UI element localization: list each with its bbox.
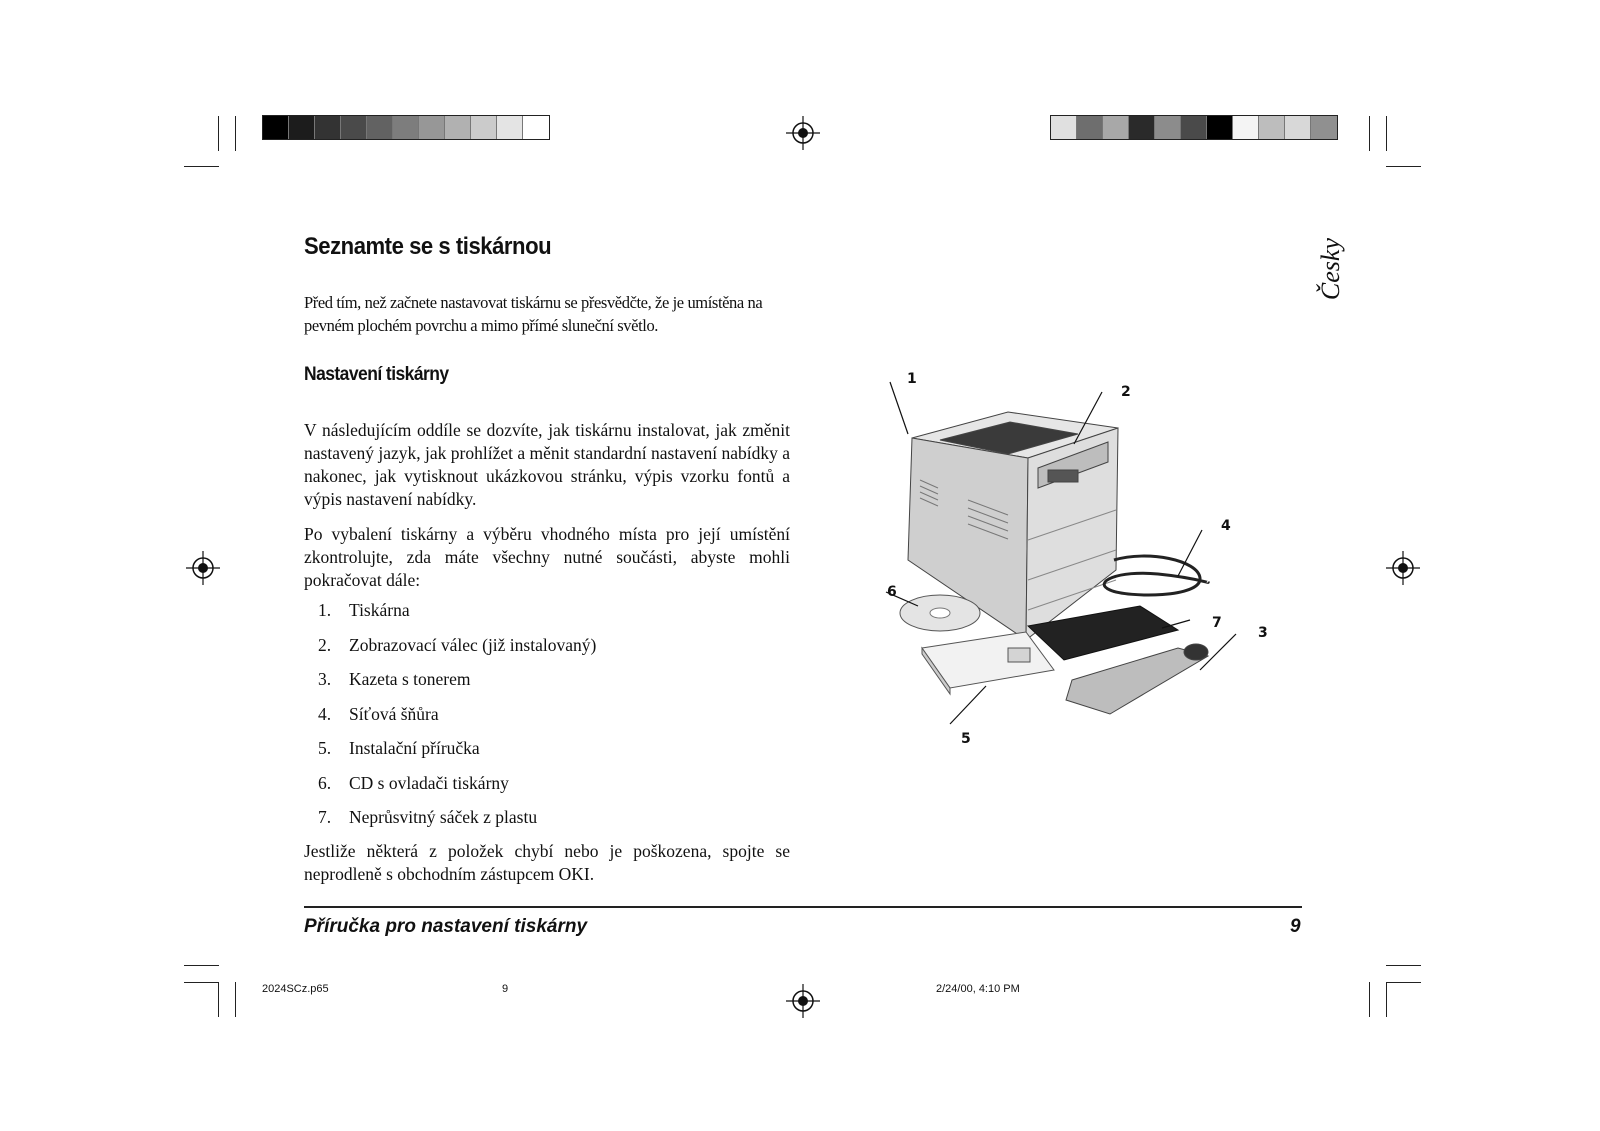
color-swatch — [289, 116, 315, 139]
crop-mark — [235, 982, 236, 1017]
color-swatch — [523, 116, 549, 139]
color-swatch — [419, 116, 445, 139]
callout-1: 1 — [907, 371, 917, 387]
list-item: 5. Instalační příručka — [318, 738, 480, 758]
intro-paragraph: Před tím, než začnete nastavovat tiskárnu se přesvědčte, že je umístěna na pevném plochém povrchu a mimo přímé sluneční světlo. — [304, 293, 763, 335]
color-swatch — [315, 116, 341, 139]
callout-4: 4 — [1221, 518, 1231, 534]
body-paragraph: Jestliže některá z položek chybí nebo je poškozena, spojte se neprodleně s obchodním zástupcem OKI. — [304, 841, 790, 884]
list-item: 4. Síťová šňůra — [318, 703, 439, 724]
list-item: 1. Tiskárna — [318, 600, 410, 620]
crop-mark — [184, 982, 219, 983]
crop-mark — [218, 116, 219, 151]
list-item: 3. Kazeta s tonerem — [318, 669, 471, 689]
toner-cartridge-illustration — [1066, 644, 1208, 714]
footer-title: Příručka pro nastavení tiskárny — [304, 916, 588, 937]
callout-5: 5 — [961, 731, 971, 747]
page-title: Seznamte se s tiskárnou — [304, 233, 552, 260]
manual-illustration — [922, 632, 1054, 694]
callout-6: 6 — [887, 584, 897, 600]
crop-mark — [184, 166, 219, 167]
color-swatch — [341, 116, 367, 139]
body-paragraph: V následujícím oddíle se dozvíte, jak tiskárnu instalovat, jak změnit nastavený jazyk, jak prohlížet a měnit standardní nastavení nabídky a nakonec, jak vytisknout ukázkovou stránku, výpis vzorku fontů a výpis nastavení nabídky. — [304, 420, 790, 509]
color-swatch — [1233, 116, 1259, 139]
list-item: 2. Zobrazovací válec (již instalovaný) — [318, 634, 597, 655]
slug-page: 9 — [502, 983, 509, 995]
language-tab: Česky — [1316, 238, 1345, 301]
power-cord-illustration — [1104, 556, 1208, 595]
color-swatch — [367, 116, 393, 139]
crop-mark — [1386, 166, 1421, 167]
slug-date: 2/24/00, 4:10 PM — [936, 983, 1020, 995]
callout-3: 3 — [1258, 625, 1268, 641]
color-swatch — [497, 116, 523, 139]
color-swatch — [393, 116, 419, 139]
list-item: 6. CD s ovladači tiskárny — [318, 772, 509, 793]
crop-mark — [1386, 116, 1387, 151]
slug-filename: 2024SCz.p65 — [262, 983, 329, 995]
page-number: 9 — [1290, 916, 1301, 937]
grayscale-color-bar-right — [1050, 115, 1338, 140]
color-swatch — [1285, 116, 1311, 139]
callout-2: 2 — [1121, 384, 1131, 400]
registration-mark-icon — [186, 551, 220, 585]
cd-illustration — [900, 595, 980, 631]
callout-7: 7 — [1212, 615, 1222, 631]
footer-rule — [304, 906, 1302, 908]
section-heading: Nastavení tiskárny — [304, 364, 449, 385]
color-swatch — [263, 116, 289, 139]
registration-mark-icon — [1386, 551, 1420, 585]
registration-mark-icon — [786, 984, 820, 1018]
crop-mark — [1369, 982, 1370, 1017]
color-swatch — [1051, 116, 1077, 139]
list-item: 7. Neprůsvitný sáček z plastu — [318, 807, 538, 827]
color-swatch — [1311, 116, 1337, 139]
registration-mark-icon — [786, 116, 820, 150]
crop-mark — [1386, 965, 1421, 966]
color-swatch — [1181, 116, 1207, 139]
color-swatch — [1207, 116, 1233, 139]
color-swatch — [471, 116, 497, 139]
body-paragraph: Po vybalení tiskárny a výběru vhodného místa pro její umístění zkontrolujte, zda máte všechny nutné součásti, abyste mohli pokračovat dále: — [304, 524, 790, 590]
crop-mark — [184, 965, 219, 966]
grayscale-color-bar-left — [262, 115, 550, 140]
color-swatch — [1259, 116, 1285, 139]
contents-list — [318, 600, 596, 842]
crop-mark — [218, 982, 219, 1017]
crop-mark — [1386, 982, 1421, 983]
crop-mark — [1369, 116, 1370, 151]
printer-contents-illustration — [878, 370, 1278, 765]
crop-mark — [1386, 982, 1387, 1017]
crop-mark — [235, 116, 236, 151]
color-swatch — [1103, 116, 1129, 139]
color-swatch — [1129, 116, 1155, 139]
color-swatch — [1155, 116, 1181, 139]
color-swatch — [1077, 116, 1103, 139]
color-swatch — [445, 116, 471, 139]
